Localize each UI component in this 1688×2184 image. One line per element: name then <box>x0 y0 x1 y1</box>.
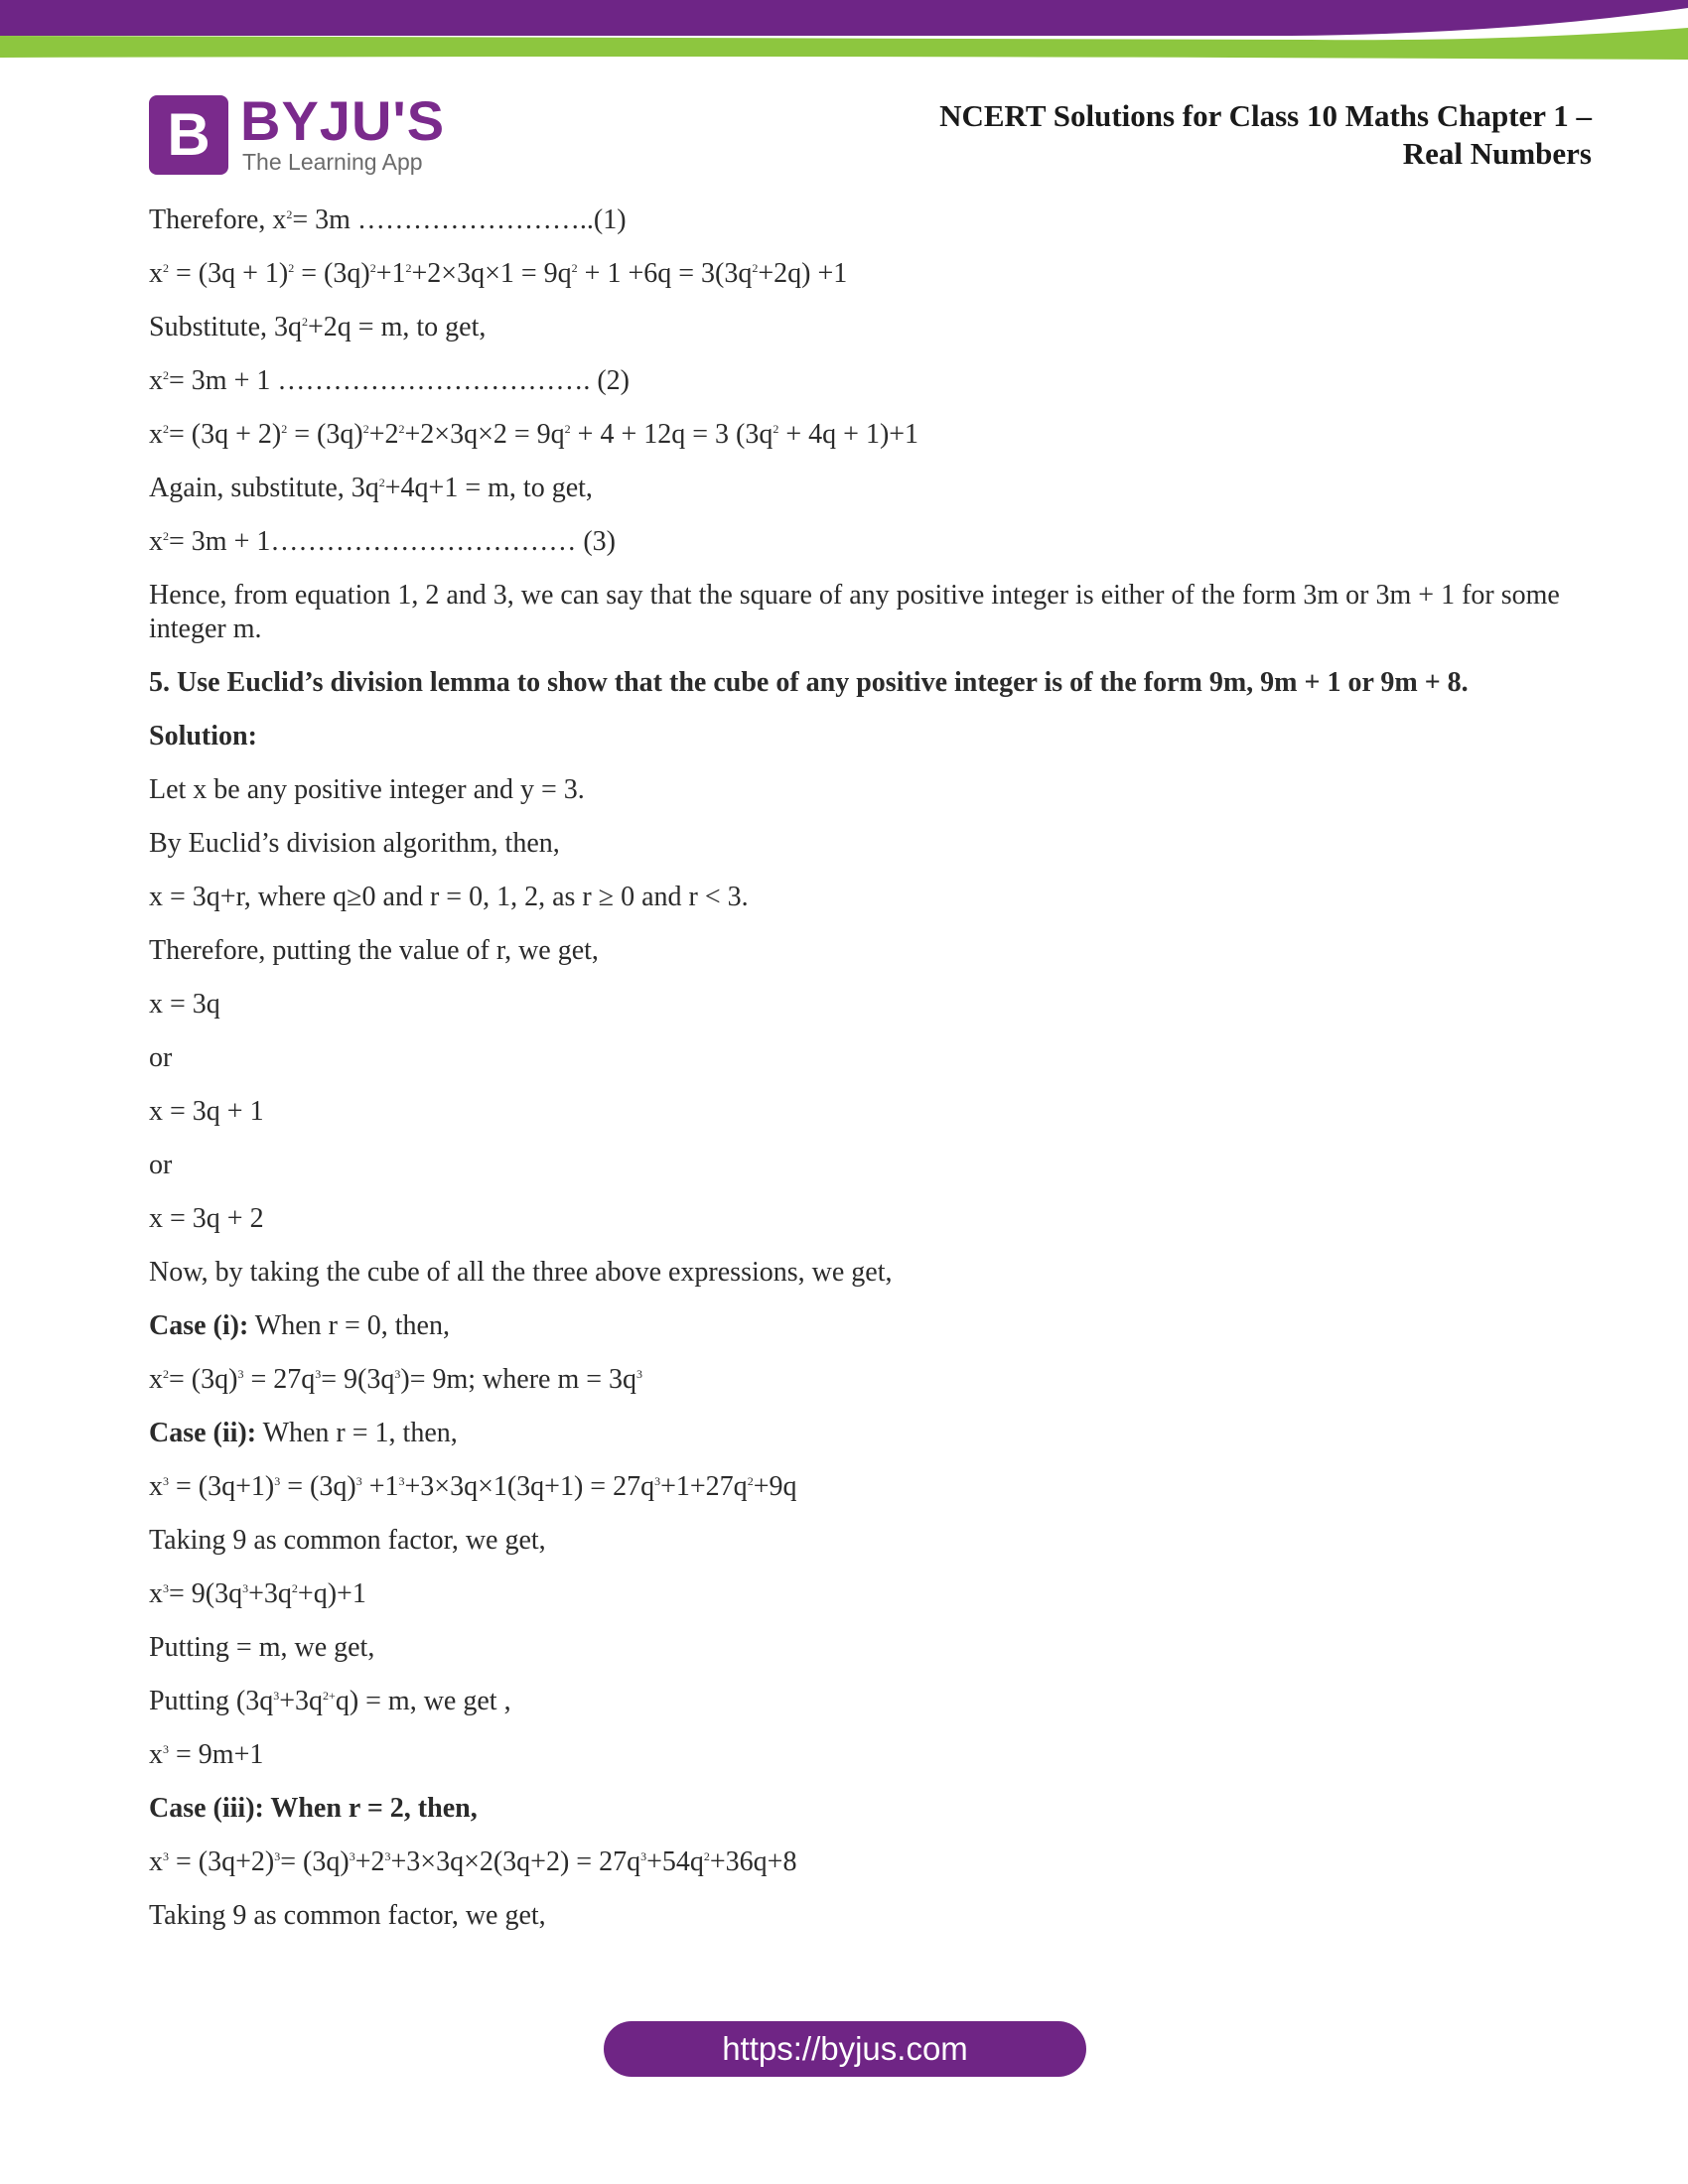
case-line: Case (iii): When r = 2, then, <box>149 1793 478 1824</box>
math-line: Therefore, $x^2= 3m$ ……………………..(1) <box>149 205 627 235</box>
document-title-line-1: NCERT Solutions for Class 10 Maths Chapter 1 – <box>939 98 1592 133</box>
text-line: Putting $(3q^3+3q^{2+}q) = m$, we get , <box>149 1686 511 1716</box>
text-line: Substitute, $3q^2+2q = m$, to get, <box>149 312 487 342</box>
text-line: Putting = m, we get, <box>149 1632 375 1663</box>
text-line: By Euclid’s division algorithm, then, <box>149 828 560 859</box>
math-line: $x^3 = (3q+2)^3= (3q)^3+2^3+3\times 3q\times 2(3q+2) = 27q^3+54q^2+36q+8$ <box>149 1846 797 1877</box>
document-title <box>698 97 1592 173</box>
text-line: or <box>149 1042 173 1073</box>
text-line: Again, substitute, $3q^2+4q+1 = m$, to get, <box>149 473 593 503</box>
text-paragraph: Hence, from equation 1, 2 and 3, we can say that the square of any positive integer is either of the form 3m or 3m + 1 for some integer m. <box>149 580 1560 644</box>
document-title-line-2: Real Numbers <box>1402 136 1592 171</box>
logo-brand-name: BYJU'S <box>240 89 446 152</box>
math-line: x = 3q + 2 <box>149 1203 264 1234</box>
math-line: x = 3q + 1 <box>149 1096 264 1127</box>
case-line: Case (ii): When r = 1, then, <box>149 1418 458 1448</box>
text-line: Taking 9 as common factor, we get, <box>149 1525 546 1556</box>
byjus-b-logo-icon: B <box>149 95 228 175</box>
logo-tagline: The Learning App <box>242 149 423 175</box>
math-line: $x^2 = (3q + 1)^2 = (3q)^2+1^2+2\times 3q\times 1 = 9q^2 + 1 +6q = 3(3q^2+2q) +1$ <box>149 258 848 289</box>
question-heading: 5. Use Euclid’s division lemma to show that the cube of any positive integer is of the form 9m, 9m + 1 or 9m + 8. <box>149 667 1469 698</box>
math-line: $x^2= 3m$ + 1…………………………… (3) <box>149 526 617 557</box>
math-line: x = 3q <box>149 989 220 1020</box>
math-line: $x^3 = 9m+1$ <box>149 1739 264 1770</box>
math-line: $x^2= (3q)^3 = 27q^3= 9(3q^3)= 9m$; where $m = 3q^3$ <box>149 1364 643 1395</box>
text-line: Now, by taking the cube of all the three above expressions, we get, <box>149 1257 893 1288</box>
math-line: $x^3 = (3q+1)^3 = (3q)^3 +1^3+3\times 3q\times 1(3q+1) = 27q^3+1+27q^2+9q$ <box>149 1471 797 1502</box>
page-header <box>0 0 1688 199</box>
footer-url-link[interactable]: https://byjus.com <box>604 2021 1086 2077</box>
text-line: or <box>149 1150 173 1180</box>
solution-label: Solution: <box>149 721 257 751</box>
math-line: $x^2= 3m + 1$ ……………………………. (2) <box>149 365 631 396</box>
byjus-logo <box>149 89 447 179</box>
text-line: Therefore, putting the value of r, we get, <box>149 935 599 966</box>
case-line: Case (i): When r = 0, then, <box>149 1310 450 1341</box>
math-line: $x^3= 9(3q^3+3q^2+q)+1$ <box>149 1578 366 1609</box>
text-line: Let x be any positive integer and y = 3. <box>149 774 585 805</box>
document-body <box>149 204 1599 1953</box>
math-line: $x^2= (3q + 2)^2 = (3q)^2+2^2+2\times 3q\times 2 = 9q^2 + 4 + 12q = 3$ $(3q^2 + 4q + 1)+1$ <box>149 419 919 450</box>
text-line: Taking 9 as common factor, we get, <box>149 1900 546 1931</box>
math-line: x = 3q+r, where q≥0 and r = 0, 1, 2, as r ≥ 0 and r < 3. <box>149 882 749 912</box>
